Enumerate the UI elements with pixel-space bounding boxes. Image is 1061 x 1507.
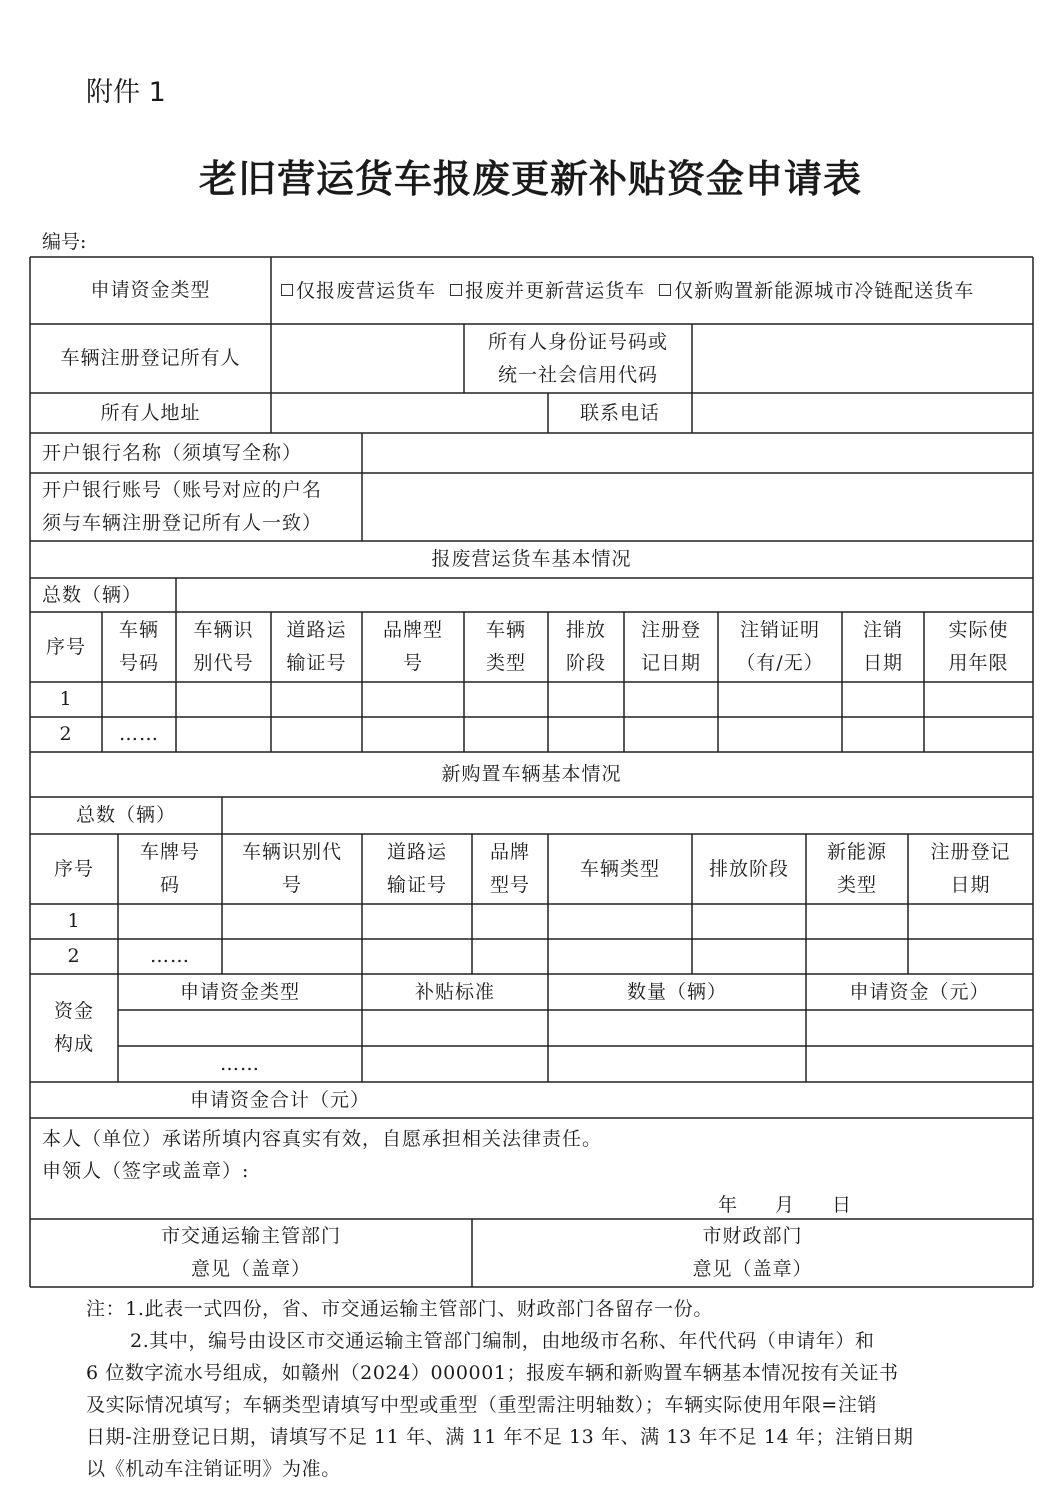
- owner-field[interactable]: [271, 324, 464, 393]
- scrap-col-emission: 排放 阶段: [565, 619, 606, 674]
- signer-label: 申领人（签字或盖章）:: [42, 1160, 250, 1182]
- funding-side-label: 资金 构成: [53, 1000, 94, 1055]
- bank-account-label-line1: 开户银行账号（账号对应的户名: [42, 479, 323, 501]
- fund-type-options: [271, 257, 1033, 324]
- address-field[interactable]: [271, 393, 548, 433]
- funding-total-label: 申请资金合计（元）: [190, 1088, 371, 1111]
- scrap-total-field[interactable]: [176, 578, 1033, 612]
- address-label: 所有人地址: [100, 401, 201, 424]
- funding-col-amount: 申请资金（元）: [849, 980, 990, 1003]
- bank-account-label: [30, 473, 362, 541]
- scrap-section-title: 报废营运货车基本情况: [431, 548, 632, 570]
- newcar-row-ellipsis: ……: [150, 945, 190, 967]
- scrap-col-years-used: 实际使 用年限: [948, 619, 1009, 674]
- funding-row-ellipsis: ……: [220, 1052, 260, 1075]
- date-label: 年 月 日: [718, 1194, 852, 1216]
- scrap-total-label: 总数（辆）: [42, 583, 143, 606]
- newcar-row-index: 1: [67, 910, 81, 932]
- note-2-line: 日期-注册登记日期，请填写不足 11 年、满 11 年不足 13 年、满 13 年不足 14 年；注销日期: [86, 1426, 914, 1448]
- scrap-col-index: 序号: [45, 635, 86, 658]
- scrap-col-cancel-cert: 注销证明 （有/无）: [736, 619, 824, 674]
- scrap-col-brand-model: 品牌型 号: [382, 619, 443, 674]
- newcar-row-index: 2: [67, 945, 81, 967]
- scrap-col-plate: 车辆 号码: [118, 619, 159, 674]
- scrap-col-transport-cert: 道路运 输证号: [286, 619, 347, 674]
- newcar-section-title: 新购置车辆基本情况: [441, 763, 622, 785]
- fund-type-label: 申请资金类型: [90, 279, 211, 301]
- owner-id-label-line1: 所有人身份证号码或: [487, 330, 668, 353]
- scrap-col-vehicle-type: 车辆 类型: [485, 619, 526, 674]
- checkbox-icon[interactable]: [281, 284, 293, 296]
- owner-id-field[interactable]: [692, 324, 1033, 393]
- newcar-total-field[interactable]: [222, 797, 1033, 834]
- phone-label: 联系电话: [579, 401, 660, 424]
- phone-field[interactable]: [692, 393, 1033, 433]
- newcar-col-vehicle-type: 车辆类型: [579, 857, 660, 880]
- newcar-col-brand-model: 品牌 型号: [489, 841, 530, 896]
- option-new-ev-only[interactable]: 仅新购置新能源城市冷链配送货车: [659, 280, 974, 302]
- bank-account-field[interactable]: [362, 473, 1033, 541]
- attachment-label: 附件 1: [86, 77, 166, 108]
- bank-account-label-line2: 须与车辆注册登记所有人一致）: [42, 512, 323, 534]
- finance-opinion: 市财政部门 意见（盖章）: [692, 1225, 813, 1280]
- funding-col-type: 申请资金类型: [179, 980, 300, 1003]
- bank-name-field[interactable]: [362, 433, 1033, 473]
- owner-id-label: [464, 324, 692, 393]
- funding-col-quantity: 数量（辆）: [626, 980, 727, 1003]
- newcar-col-transport-cert: 道路运 输证号: [386, 841, 447, 896]
- scrap-row-ellipsis: ……: [119, 723, 159, 745]
- funding-col-standard: 补贴标准: [414, 980, 495, 1003]
- note-2-line: 及实际情况填写；车辆类型请填写中型或重型（重型需注明轴数）；车辆实际使用年限=注销: [86, 1394, 878, 1416]
- scrap-row-index: 1: [59, 688, 73, 710]
- scrap-col-cancel-date: 注销 日期: [862, 619, 903, 674]
- scrap-row-index: 2: [59, 723, 73, 745]
- bank-name-label: 开户银行名称（须填写全称）: [42, 441, 303, 464]
- newcar-col-vin: 车辆识别代 号: [241, 841, 342, 896]
- checkbox-icon[interactable]: [450, 284, 462, 296]
- scrap-col-register-date: 注册登 记日期: [640, 619, 701, 674]
- newcar-col-plate: 车牌号 码: [139, 841, 200, 896]
- owner-label: 车辆注册登记所有人: [60, 347, 241, 369]
- newcar-col-emission: 排放阶段: [708, 857, 789, 880]
- scrap-col-vin: 车辆识 别代号: [193, 619, 254, 674]
- transport-opinion: 市交通运输主管部门 意见（盖章）: [160, 1225, 341, 1280]
- note-2-line: 6 位数字流水号组成，如赣州（2024）000001；报废车辆和新购置车辆基本情况按有关证书: [86, 1362, 899, 1384]
- pledge-statement: 本人（单位）承诺所填内容真实有效，自愿承担相关法律责任。: [42, 1128, 603, 1150]
- serial-number-label: 编号:: [42, 231, 87, 253]
- option-scrap-only[interactable]: 仅报废营运货车: [281, 280, 436, 302]
- note-2-line: 以《机动车注销证明》为准。: [86, 1458, 341, 1480]
- checkbox-icon[interactable]: [659, 284, 671, 296]
- form-title: 老旧营运货车报废更新补贴资金申请表: [198, 156, 862, 201]
- owner-id-label-line2: 统一社会信用代码: [497, 363, 658, 386]
- newcar-col-index: 序号: [53, 857, 94, 880]
- newcar-total-label: 总数（辆）: [75, 804, 176, 826]
- newcar-col-register-date: 注册登记 日期: [930, 841, 1011, 896]
- option-scrap-and-renew[interactable]: 报废并更新营运货车: [450, 280, 645, 302]
- note-1: 注：1.此表一式四份，省、市交通运输主管部门、财政部门各留存一份。: [86, 1298, 713, 1320]
- newcar-col-energy-type: 新能源 类型: [826, 841, 887, 896]
- note-2-line: 2.其中，编号由设区市交通运输主管部门编制，由地级市名称、年代代码（申请年）和: [130, 1330, 875, 1352]
